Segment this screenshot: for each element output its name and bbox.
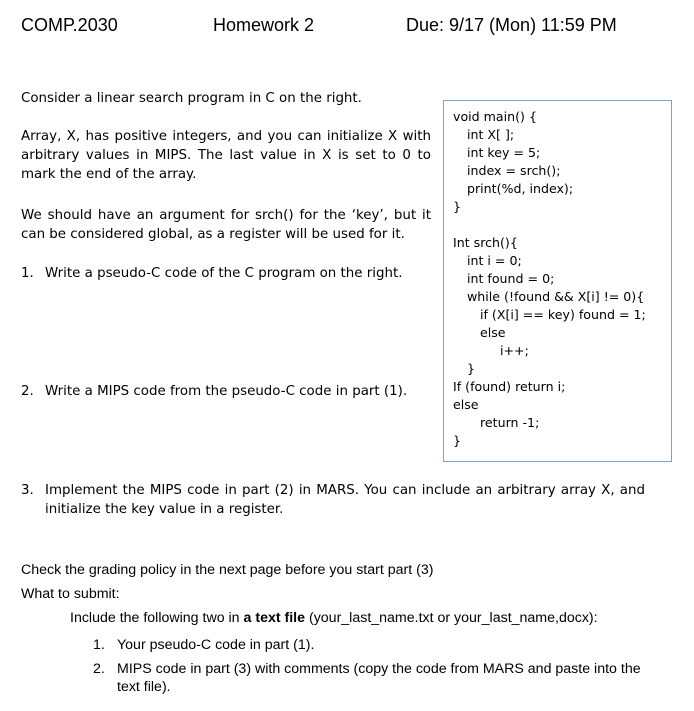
submit-instructions: [70, 609, 680, 627]
item-number: 2.: [93, 661, 105, 677]
submit-item-1: [93, 636, 663, 654]
task-number: 3.: [21, 483, 34, 498]
code-line: while (!found && X[i] != 0){: [467, 289, 645, 304]
code-line: }: [453, 433, 462, 448]
code-line: int X[ ];: [467, 127, 515, 142]
code-line: Int srch(){: [453, 235, 518, 250]
code-line: return -1;: [480, 415, 540, 430]
code-line: }: [453, 199, 462, 214]
page-title: Homework 2: [213, 15, 315, 35]
task-1: [21, 264, 441, 283]
code-line: If (found) return i;: [453, 379, 566, 394]
item-text: MIPS code in part (3) with comments (copy the code from MARS and paste into the text file).: [117, 661, 641, 695]
submit-filename-note: (your_last_name.txt or your_last_name,docx):: [305, 610, 598, 626]
argument-description: We should have an argument for srch() for the ‘key’, but it can be considered global, as a register will be used for it.: [21, 208, 431, 242]
submit-item-2: [93, 660, 663, 696]
code-line: else: [453, 397, 479, 412]
code-line: i++;: [500, 343, 529, 358]
code-line: int i = 0;: [467, 253, 522, 268]
submit-label: What to submit:: [21, 586, 120, 602]
grading-note: Check the grading policy in the next page before you start part (3): [21, 562, 434, 578]
array-description: Array, X, has positive integers, and you can initialize X with arbitrary values in MIPS. The last value in X is set to 0 to mark the end of the array.: [21, 129, 431, 182]
task-number: 2.: [21, 384, 34, 399]
intro-text: Consider a linear search program in C on the right.: [21, 91, 362, 106]
code-line: }: [467, 361, 476, 376]
code-listing: [443, 100, 672, 462]
task-text: Implement the MIPS code in part (2) in MARS. You can include an arbitrary array X, and initialize the key value in a register.: [45, 483, 645, 517]
task-2: [21, 382, 441, 401]
task-number: 1.: [21, 266, 34, 281]
submit-intro-text: Include the following two in: [70, 610, 244, 626]
code-line: else: [480, 325, 506, 340]
code-line: int found = 0;: [467, 271, 555, 286]
text-file-emphasis: a text file: [243, 610, 306, 626]
code-line: print(%d, index);: [467, 181, 574, 196]
course-code: COMP.2030: [21, 15, 118, 35]
item-text: Your pseudo-C code in part (1).: [117, 637, 315, 653]
due-date: Due: 9/17 (Mon) 11:59 PM: [406, 15, 617, 35]
task-text: Write a MIPS code from the pseudo-C code in part (1).: [45, 384, 408, 399]
code-line: index = srch();: [467, 163, 561, 178]
code-line: if (X[i] == key) found = 1;: [480, 307, 646, 322]
code-line: void main() {: [453, 109, 537, 124]
task-3: [21, 481, 651, 519]
task-text: Write a pseudo-C code of the C program on the right.: [45, 266, 403, 281]
item-number: 1.: [93, 637, 105, 653]
code-line: int key = 5;: [467, 145, 541, 160]
